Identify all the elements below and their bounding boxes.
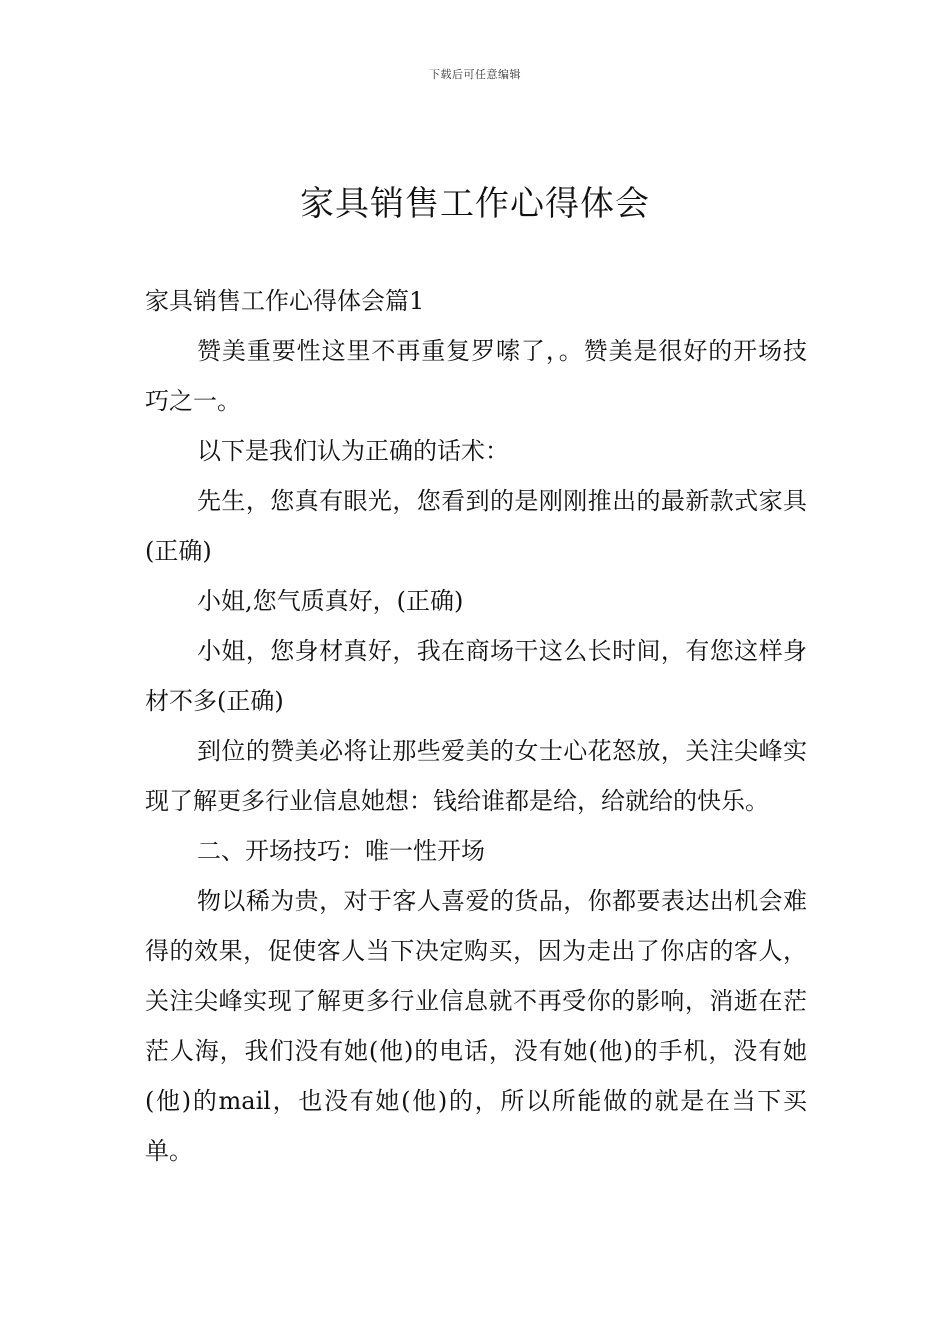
paragraph-2: 以下是我们认为正确的话术： [197, 437, 509, 465]
section-heading: 家具销售工作心得体会篇1 [145, 287, 425, 315]
paragraph-8: 物以稀为贵，对于客人喜爱的货品，你都要表达出机会难得的效果，促使客人当下决定购买，因为走出了你店的客人，关注尖峰实现了解更多行业信息就不再受你的影响，消逝在茫茫人海，我们没有她(他)的电话，没有她(他)的手机，没有她(他)的mail，也没有她(他)的，所以所能做的就是在当下买单。 [145, 887, 807, 1165]
document-title: 家具销售工作心得体会 [300, 184, 650, 224]
paragraph-7: 二、开场技巧：唯一性开场 [197, 837, 485, 865]
paragraph-4: 小姐,您气质真好，(正确) [197, 587, 464, 615]
paragraph-5: 小姐，您身材真好，我在商场干这么长时间，有您这样身材不多(正确) [145, 637, 807, 715]
paragraph-1: 赞美重要性这里不再重复罗嗦了，。赞美是很好的开场技巧之一。 [145, 337, 807, 415]
paragraph-6: 到位的赞美必将让那些爱美的女士心花怒放，关注尖峰实现了解更多行业信息她想：钱给谁都是给，给就给的快乐。 [145, 737, 807, 815]
document-body [145, 276, 807, 1176]
header-note: 下载后可任意编辑 [429, 68, 521, 81]
paragraph-3: 先生，您真有眼光，您看到的是刚刚推出的最新款式家具(正确) [145, 487, 807, 565]
